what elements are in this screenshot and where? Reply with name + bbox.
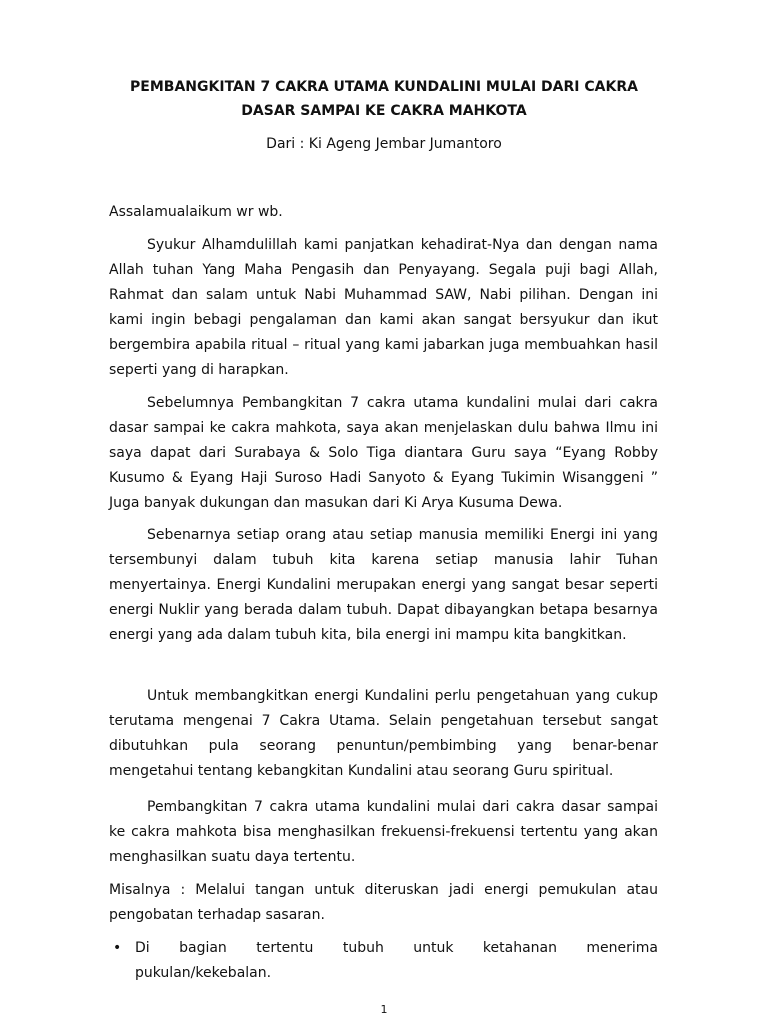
paragraph-1: Syukur Alhamdulillah kami panjatkan kehadirat-Nya dan dengan nama Allah tuhan Yang Maha Pengasih dan Penyayang. Segala puji bagi Allah, Rahmat dan salam untuk Nabi Muhammad SAW, Nabi pilihan. Dengan ini kami ingin bebagi pengalaman dan kami akan sangat bersyukur dan ikut bergembira apabila ritual – ritual yang kami jabarkan juga membuahkan hasil seperti yang di harapkan. bbox=[109, 237, 658, 378]
title-line-1: PEMBANGKITAN 7 CAKRA UTAMA KUNDALINI MULAI DARI CAKRA bbox=[130, 79, 638, 95]
paragraph-2: Sebelumnya Pembangkitan 7 cakra utama kundalini mulai dari cakra dasar sampai ke cakra mahkota, saya akan menjelaskan dulu bahwa Ilmu ini saya dapat dari Surabaya & Solo Tiga diantara Guru saya “Eyang Robby Kusumo & Eyang Haji Suroso Hadi Sanyoto & Eyang Tukimin Wisanggeni ” Juga banyak dukungan dan masukan dari Ki Arya Kusuma Dewa. bbox=[109, 395, 658, 511]
paragraph-5: Pembangkitan 7 cakra utama kundalini mulai dari cakra dasar sampai ke cakra mahkota bisa menghasilkan frekuensi-frekuensi tertentu yang akan menghasilkan suatu daya tertentu. bbox=[109, 799, 658, 865]
bullet-text-line-2: pukulan/kekebalan. bbox=[135, 965, 272, 981]
author-line: Dari : Ki Ageng Jembar Jumantoro bbox=[266, 136, 502, 152]
paragraph-6: Misalnya : Melalui tangan untuk diteruskan jadi energi pemukulan atau pengobatan terhadap sasaran. bbox=[109, 882, 658, 923]
paragraph-4: Untuk membangkitkan energi Kundalini perlu pengetahuan yang cukup terutama mengenai 7 Cakra Utama. Selain pengetahuan tersebut sangat dibutuhkan pula seorang penuntun/pembimbing yang benar-benar mengetahui tentang kebangkitan Kundalini atau seorang Guru spiritual. bbox=[109, 688, 658, 779]
document-title bbox=[100, 75, 668, 123]
salutation: Assalamualaikum wr wb. bbox=[109, 204, 283, 220]
bullet-list-item bbox=[109, 936, 658, 986]
page-number: 1 bbox=[380, 1003, 388, 1016]
title-line-2: DASAR SAMPAI KE CAKRA MAHKOTA bbox=[241, 103, 527, 119]
paragraph-3: Sebenarnya setiap orang atau setiap manusia memiliki Energi ini yang tersembunyi dalam tubuh kita karena setiap manusia lahir Tuhan menyertainya. Energi Kundalini merupakan energi yang sangat besar seperti energi Nuklir yang berada dalam tubuh. Dapat dibayangkan betapa besarnya energi yang ada dalam tubuh kita, bila energi ini mampu kita bangkitkan. bbox=[109, 527, 658, 643]
bullet-icon: • bbox=[113, 940, 122, 956]
bullet-text bbox=[135, 936, 658, 986]
bullet-text-line-1: Di bagian tertentu tubuh untuk ketahanan menerima bbox=[135, 940, 658, 956]
